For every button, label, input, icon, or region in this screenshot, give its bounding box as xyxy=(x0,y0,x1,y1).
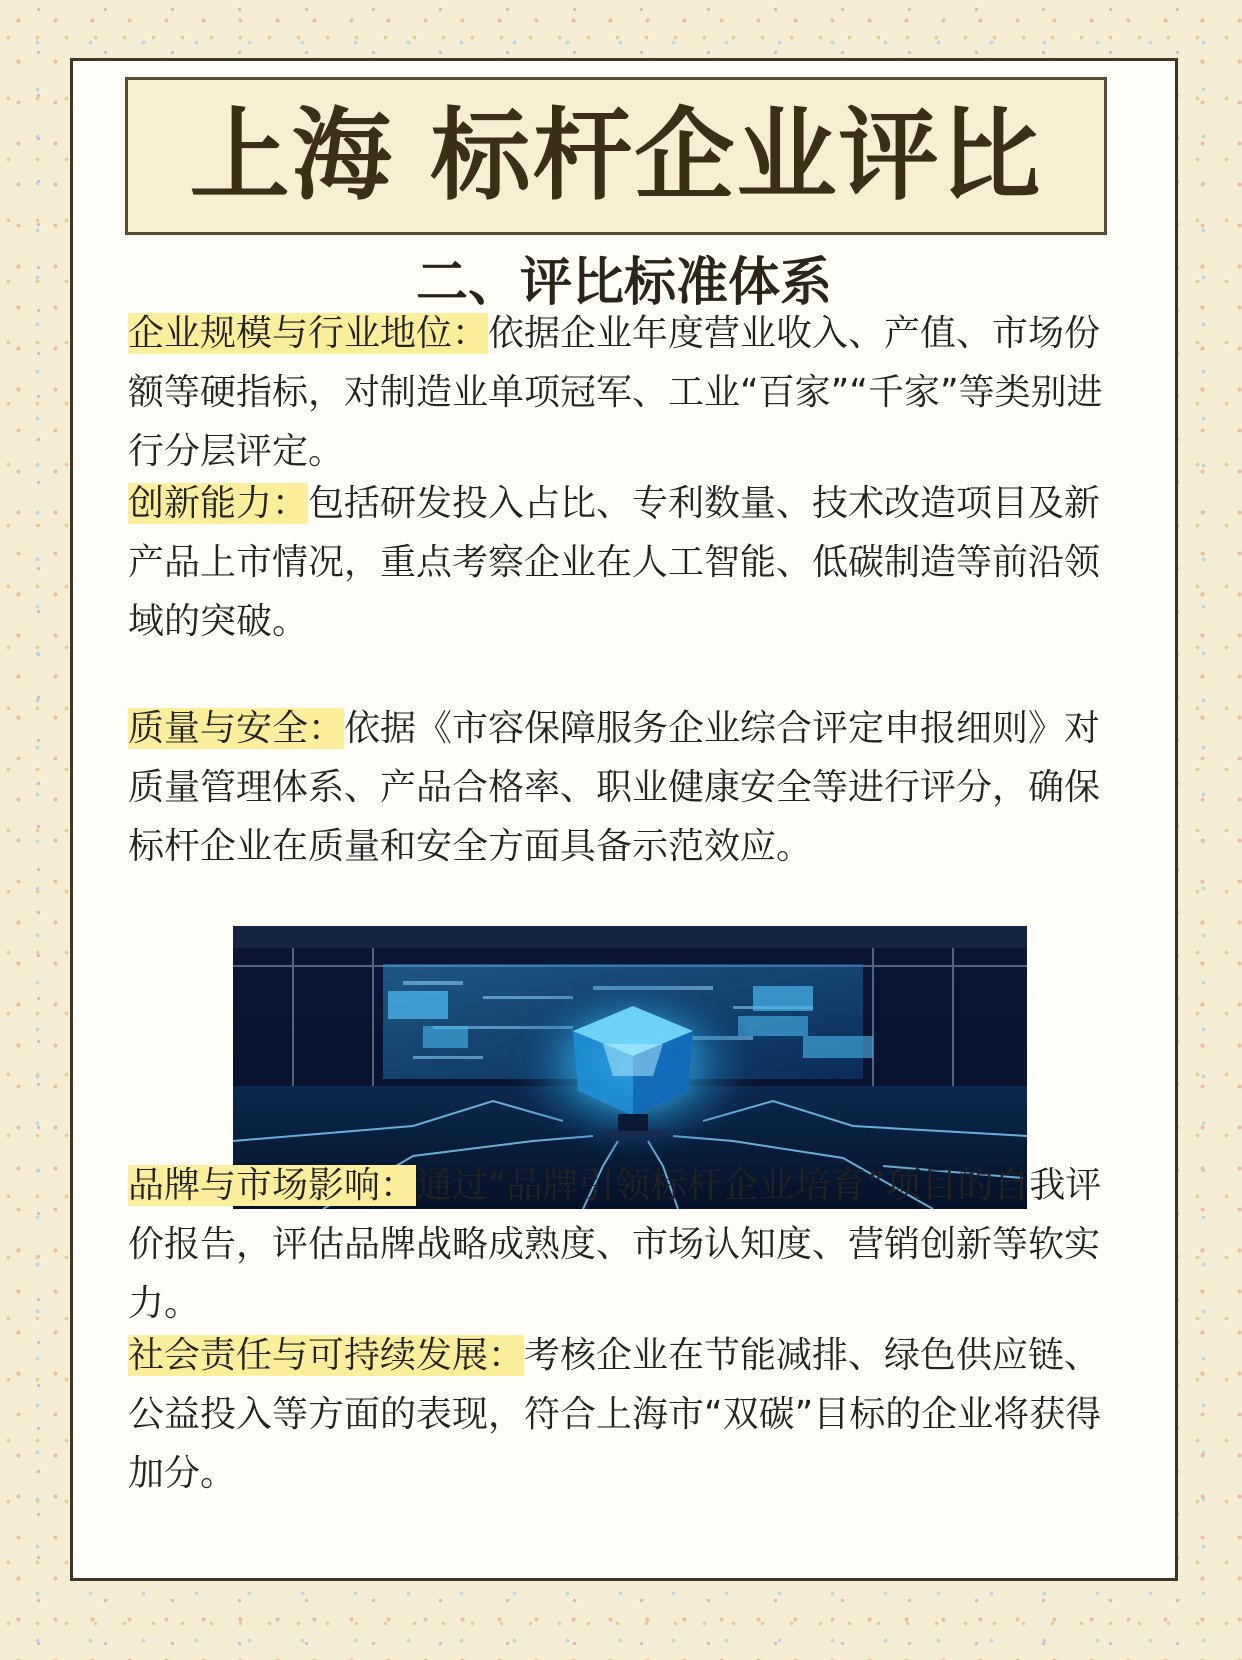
criterion-label: 社会责任与可持续发展： xyxy=(128,1335,525,1376)
criterion-label: 创新能力： xyxy=(128,483,309,524)
title-banner xyxy=(125,77,1107,235)
criterion-label: 企业规模与行业地位： xyxy=(128,313,489,354)
criterion-innovation xyxy=(128,474,1128,651)
main-title: 上海 标杆企业评比 xyxy=(189,97,1043,214)
section-title: 二、评比标准体系 xyxy=(415,253,832,313)
criterion-text: 包括研发投入占比、专利数量、技术改造项目及新产品上市情况，重点考察企业在人工智能、低碳制造等前沿领域的突破。 xyxy=(128,483,1101,642)
criterion-text: 通过“品牌引领标杆企业培育”项目的自我评价报告，评估品牌战略成熟度、市场认知度、营销创新等软实力。 xyxy=(128,1165,1102,1324)
criterion-text: 依据企业年度营业收入、产值、市场份额等硬指标，对制造业单项冠军、工业“百家”“千家”等类别进行分层评定。 xyxy=(128,313,1103,472)
criterion-responsibility xyxy=(128,1326,1128,1503)
poster-card xyxy=(70,58,1178,1581)
criterion-label: 质量与安全： xyxy=(128,708,345,749)
criterion-label: 品牌与市场影响： xyxy=(128,1165,417,1206)
criterion-text: 依据《市容保障服务企业综合评定申报细则》对质量管理体系、产品合格率、职业健康安全等进行评分，确保标杆企业在质量和安全方面具备示范效应。 xyxy=(128,708,1101,867)
criterion-brand xyxy=(128,1156,1128,1333)
criterion-quality xyxy=(128,699,1128,876)
criterion-scale xyxy=(128,304,1128,481)
criterion-text: 考核企业在节能减排、绿色供应链、公益投入等方面的表现，符合上海市“双碳”目标的企业将获得加分。 xyxy=(128,1335,1102,1494)
